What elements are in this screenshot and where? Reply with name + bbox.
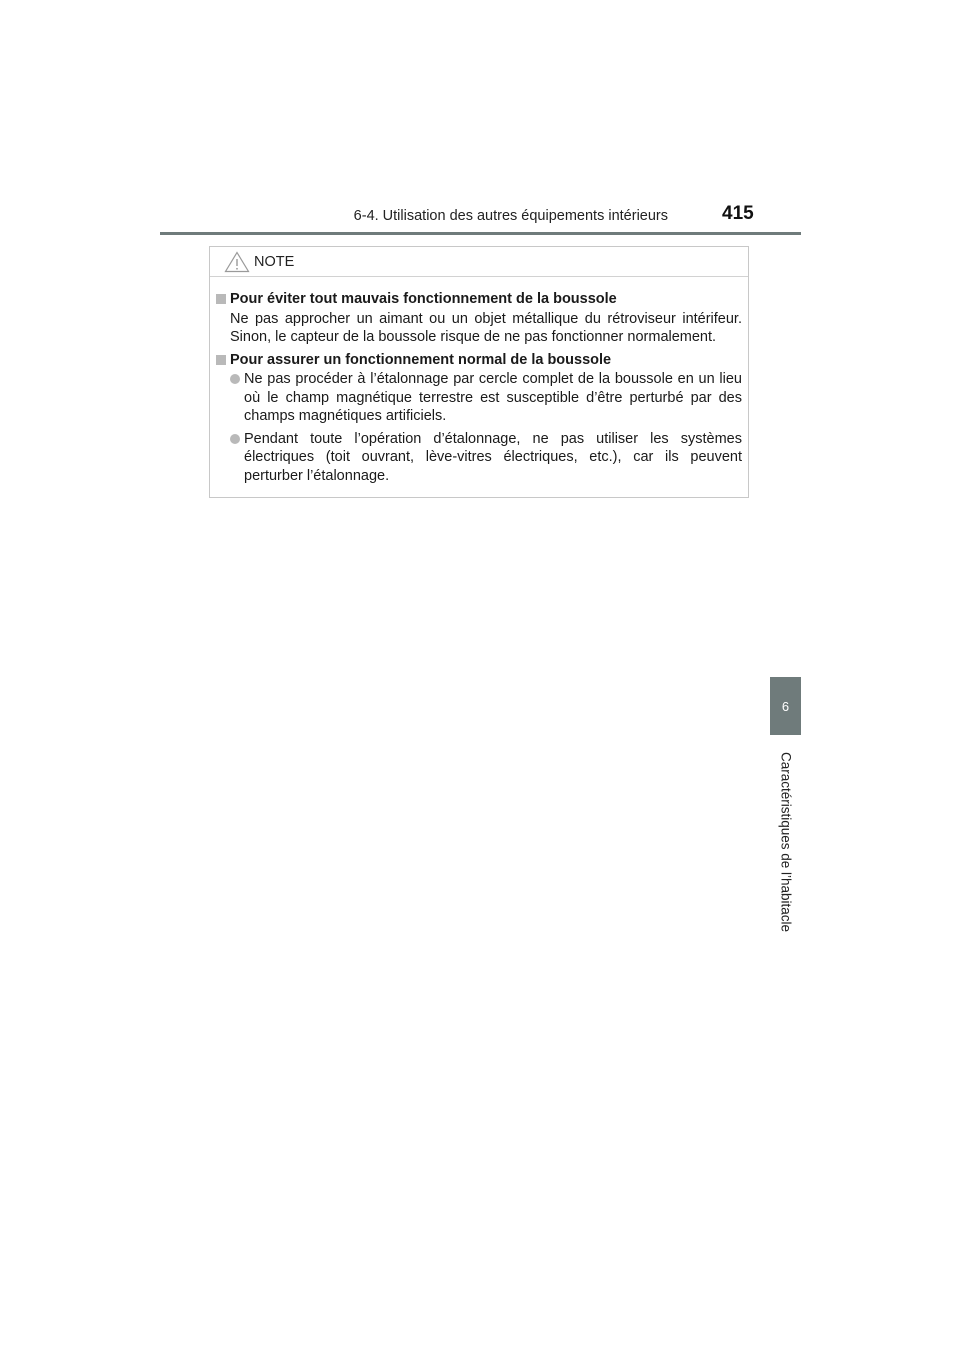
note-section-compass-malfunction (216, 290, 742, 347)
list-item (216, 430, 742, 486)
note-section-compass-normal-operation (216, 351, 742, 486)
section-heading (216, 351, 742, 370)
section-heading-text: Pour éviter tout mauvais fonctionnement de la boussole (230, 291, 617, 307)
section-heading-text: Pour assurer un fonctionnement normal de la boussole (230, 351, 612, 368)
section-title: 6-4. Utilisation des autres équipements intérieurs (353, 208, 668, 224)
chapter-number: 6 (781, 698, 790, 714)
list-item (216, 370, 742, 426)
square-bullet-icon (216, 294, 226, 304)
note-box (209, 246, 749, 498)
chapter-label: Caractéristiques de l’habitacle (778, 751, 794, 933)
note-label: NOTE (254, 254, 295, 270)
round-bullet-icon (230, 434, 240, 444)
square-bullet-icon (216, 355, 226, 365)
section-heading (216, 290, 742, 309)
list-item-text: Ne pas procéder à l’étalonnage par cercle complet de la boussole en un lieu où le champ magnétique terrestre est susceptible d’être perturbé par des champs magnétiques artificiels. (244, 371, 742, 424)
page-number: 415 (722, 203, 754, 224)
header-rule (160, 232, 801, 235)
note-header (210, 247, 748, 277)
note-body (210, 277, 748, 485)
chapter-tab (770, 677, 801, 735)
section-text: Ne pas approcher un aimant ou un objet métallique du rétroviseur intérifeur. Sinon, le capteur de la boussole risque de ne pas fonctionner normalement. (230, 310, 742, 345)
list-item-text: Pendant toute l’opération d’étalonnage, ne pas utiliser les systèmes électriques (toit ouvrant, lève-vitres électriques, etc.), car ils peuvent perturber l’étalonnage. (244, 430, 742, 484)
warning-triangle-icon (224, 251, 250, 273)
round-bullet-icon (230, 374, 240, 384)
